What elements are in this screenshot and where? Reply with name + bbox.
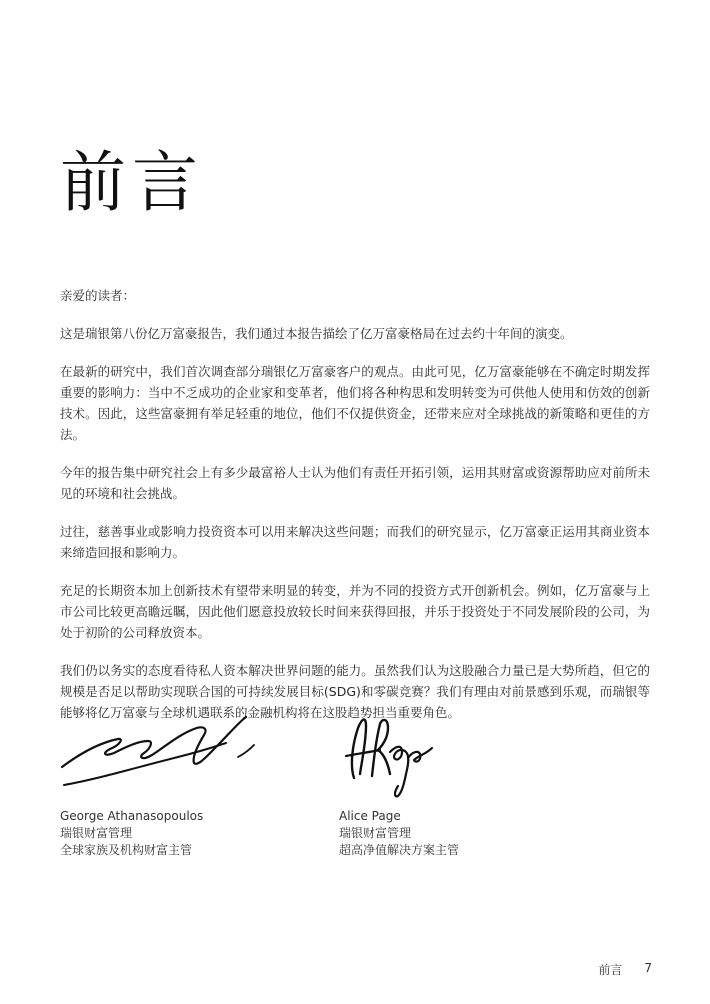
paragraph-6: 我们仍以务实的态度看待私人资本解决世界问题的能力。虽然我们认为这股融合力量已是大势所趋，但它的规模是否足以帮助实现联合国的可持续发展目标(SDG)和零碳竞赛？我们有理由对前景感到乐观，而瑞银等能够将亿万富豪与全球机遇联系的金融机构将在这股趋势担当重要角色。	[60, 663, 650, 720]
signer-name: George Athanasopoulos	[60, 809, 204, 823]
signer-block-2	[339, 808, 459, 859]
salutation: 亲爱的读者：	[60, 288, 136, 303]
page-footer	[598, 961, 652, 978]
paragraph-3: 今年的报告集中研究社会上有多少最富裕人士认为他们有责任开拓引领，运用其财富或资源帮助应对前所未见的环境和社会挑战。	[60, 465, 650, 501]
signer-organization: 瑞银财富管理	[339, 826, 412, 840]
letter-body	[60, 285, 650, 740]
signature-george-athanasopoulos	[58, 705, 258, 795]
paragraph-4: 过往，慈善事业或影响力投资资本可以用来解决这些问题；而我们的研究显示，亿万富豪正运用其商业资本来缔造回报和影响力。	[60, 524, 650, 560]
paragraph-5: 充足的长期资本加上创新技术有望带来明显的转变，并为不同的投资方式开创新机会。例如，亿万富豪与上市公司比较更高瞻远瞩，因此他们愿意投放较长时间来获得回报，并乐于投资处于不同发展阶段的公司，为处于初阶的公司释放资本。	[60, 583, 650, 640]
page-title: 前言	[60, 144, 204, 221]
paragraph-2: 在最新的研究中，我们首次调查部分瑞银亿万富豪客户的观点。由此可见，亿万富豪能够在不确定时期发挥重要的影响力：当中不乏成功的企业家和变革者，他们将各种构思和发明转变为可供他人使用和仿效的创新技术。因此，这些富豪拥有举足轻重的地位，他们不仅提供资金，还带来应对全球挑战的新策略和更佳的方法。	[60, 364, 650, 442]
paragraph-1: 这是瑞银第八份亿万富豪报告，我们通过本报告描绘了亿万富豪格局在过去约十年间的演变。	[60, 326, 573, 341]
page-number: 7	[644, 961, 652, 975]
signer-block-1	[60, 808, 203, 859]
footer-section-label: 前言	[598, 963, 623, 977]
signer-role: 全球家族及机构财富主管	[60, 843, 193, 857]
signer-organization: 瑞银财富管理	[60, 826, 133, 840]
signature-alice-page	[336, 708, 436, 803]
signer-name: Alice Page	[339, 809, 401, 823]
signer-role: 超高净值解决方案主管	[339, 843, 460, 857]
